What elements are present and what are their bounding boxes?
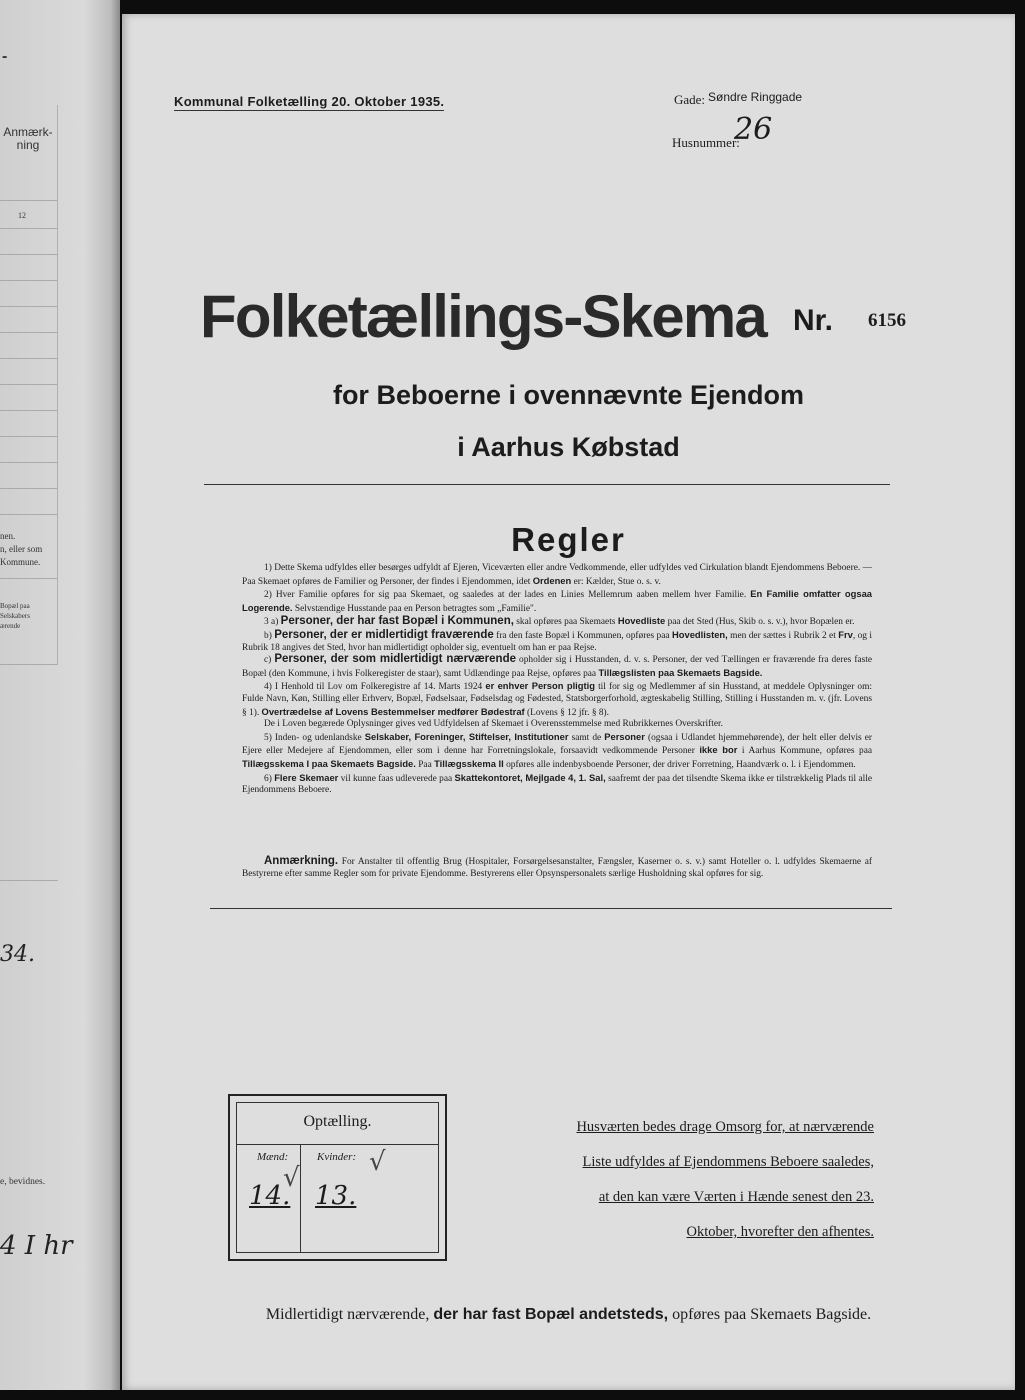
notice-line-1: Husværten bedes drage Omsorg for, at nærværende <box>576 1119 874 1135</box>
kvinder-count: 13. <box>315 1181 357 1211</box>
form-subtitle-1: for Beboerne i ovennævnte Ejendom <box>332 380 805 410</box>
left-anmaerkning-label: Anmærk- ning <box>3 125 53 152</box>
rule-4-cont: De i Loven begærede Oplysninger gives ved Udfyldelsen af Skemaet i Overensstemmelse med Rubrikkernes Overskrifter. <box>264 719 723 730</box>
left-fragment-3: e, bevidnes. <box>0 1177 46 1187</box>
left-column-divider <box>57 105 58 665</box>
notice-line-2: Liste udfyldes af Ejendommens Beboere saaledes, <box>582 1154 874 1170</box>
form-number-label: Nr. <box>793 304 834 337</box>
divider-bottom <box>210 908 892 909</box>
maend-label: Mænd: <box>257 1151 289 1163</box>
rule-3b: b) Personer, der er midlertidigt fraværende fra den faste Bopæl i Kommunen, opføres paa Hovedlisten, men der sættes i Rubrik 2 et Frv, og i Rubrik 18 angives det Sted, hvor han midlertidigt opholder sig, eventuelt om han er paa Rejse. <box>242 628 873 653</box>
rule-6: 6) Flere Skemaer vil kunne faas udleverede paa Skattekontoret, Mejlgade 4, 1. Sal, saafremt der paa det tilsendte Skema ikke er tilstrækkelig Plads til alle Ejendommens Beboere. <box>242 771 873 796</box>
rule-4: 4) I Henhold til Lov om Folkeregistre af 14. Marts 1924 er enhver Person pligtig til for sig og Medlemmer af sin Husstand, at meddele Oplysninger om: Fulde Navn, Køn, Stilling eller Erhverv, Bopæl, Fødselsaar, Fødselsdag og Fødested, Statsborgerforhold, ægteskabelig Stilling, Stilling i Husstanden m. v. (jfr. Lovens § 1). Overtrædelse af Lovens Bestemmelser medfører Bødestraf (Lovens § 12 jfr. § 8). <box>242 680 873 718</box>
left-column-number: 12 <box>18 211 26 220</box>
notice-line-3: at den kan være Værten i Hænde senest den 23. <box>598 1189 874 1205</box>
left-handwriting-2: 4 I hr <box>0 1231 73 1261</box>
regler-heading: Regler <box>511 521 626 558</box>
check-mark-icon: √ <box>283 1163 300 1193</box>
left-top-mark: - <box>2 48 8 65</box>
census-form-page <box>122 14 1015 1390</box>
divider-top <box>204 484 890 485</box>
anmaerkning-note: Anmærkning. For Anstalter til offentlig Brug (Hospitaler, Forsørgelsesanstalter, Fængsler, Kaserner o. s. v.) samt Hoteller o. l. udfyldes Skemaerne af Bestyrerne efter samme Regler som for private Ejendomme. Bestyrerens eller Opsynspersonalets særlige Husholdning skal opføres for sig. <box>242 855 872 879</box>
gade-value: Søndre Ringgade <box>708 90 803 104</box>
form-number-value: 6156 <box>868 310 906 331</box>
rule-2: 2) Hver Familie opføres for sig paa Skemaet, og saaledes at der lades en Linies Mellemrum aaben mellem hver Familie. En Familie omfatter ogsaa Logerende. Selvstændige Husstande paa en Person betragtes som „Familie". <box>242 588 873 614</box>
census-header: Kommunal Folketælling 20. Oktober 1935. <box>174 94 445 109</box>
rule-1: 1) Dette Skema udfyldes eller besørges udfyldt af Ejeren, Viceværten eller andre Vedkommende, eller udfyldes ved Cirkulation blandt Ejendommens Beboere. — Paa Skemaet opføres de Familier og Personer, der findes i Ejendommen, idet Ordenen er: Kælder, Stue o. s. v. <box>242 563 872 587</box>
rule-3c: c) Personer, der som midlertidigt nærværende opholder sig i Husstanden, d. v. s. Personer, der ved Tællingen er fraværende fra deres faste Bopæl (den Kommune, i hvis Folkeregister de staar), samt Udlændinge paa Rejse, opføres paa Tillægslisten paa Skemaets Bagside. <box>242 653 873 679</box>
optaelling-box <box>228 1094 447 1261</box>
husnummer-value: 26 <box>734 112 773 147</box>
notice-line-4: Oktober, hvorefter den afhentes. <box>686 1224 874 1240</box>
form-title: Folketællings-Skema <box>200 283 766 350</box>
optaelling-title: Optælling. <box>303 1113 372 1130</box>
husnummer-label: Husnummer: <box>672 135 740 150</box>
left-page-edge <box>0 0 120 1390</box>
left-fragment-2: Bopæl paa Selskabers ærende <box>0 602 30 630</box>
landlord-notice <box>534 1110 874 1250</box>
maend-count: 14. <box>249 1181 291 1211</box>
rule-3a: 3 a) Personer, der har fast Bopæl i Kommunen, skal opføres paa Skemaets Hovedliste paa det Sted (Hus, Skib o. s. v.), hvor Bopælen er. <box>264 615 855 628</box>
rule-5: 5) Inden- og udenlandske Selskaber, Foreninger, Stiftelser, Institutioner samt de Personer (ogsaa i Udlandet hjemmehørende), der helt eller delvis er Ejere eller Medejere af Ejendommen, eller som i denne har Forretningslokale, forsaavidt vedkommende Personer ikke bor i Aarhus Kommune, opføres paa Tillægsskema I paa Skemaets Bagside. Paa Tillægsskema II opføres alle indenbysboende Personer, der driver Forretning, Haandværk o. l. i Ejendommen. <box>242 730 873 770</box>
check-mark-icon: √ <box>369 1147 386 1177</box>
left-handwriting-1: 34. <box>0 942 35 967</box>
footer-instruction: Midlertidigt nærværende, der har fast Bopæl andetsteds, opføres paa Skemaets Bagside. <box>265 1306 872 1323</box>
form-subtitle-2: i Aarhus Købstad <box>457 432 680 462</box>
regler-text <box>242 563 872 797</box>
left-fragment-1: nen. n, eller som Kommune. <box>0 531 43 567</box>
kvinder-label: Kvinder: <box>317 1151 357 1163</box>
gade-label: Gade: <box>674 92 706 107</box>
